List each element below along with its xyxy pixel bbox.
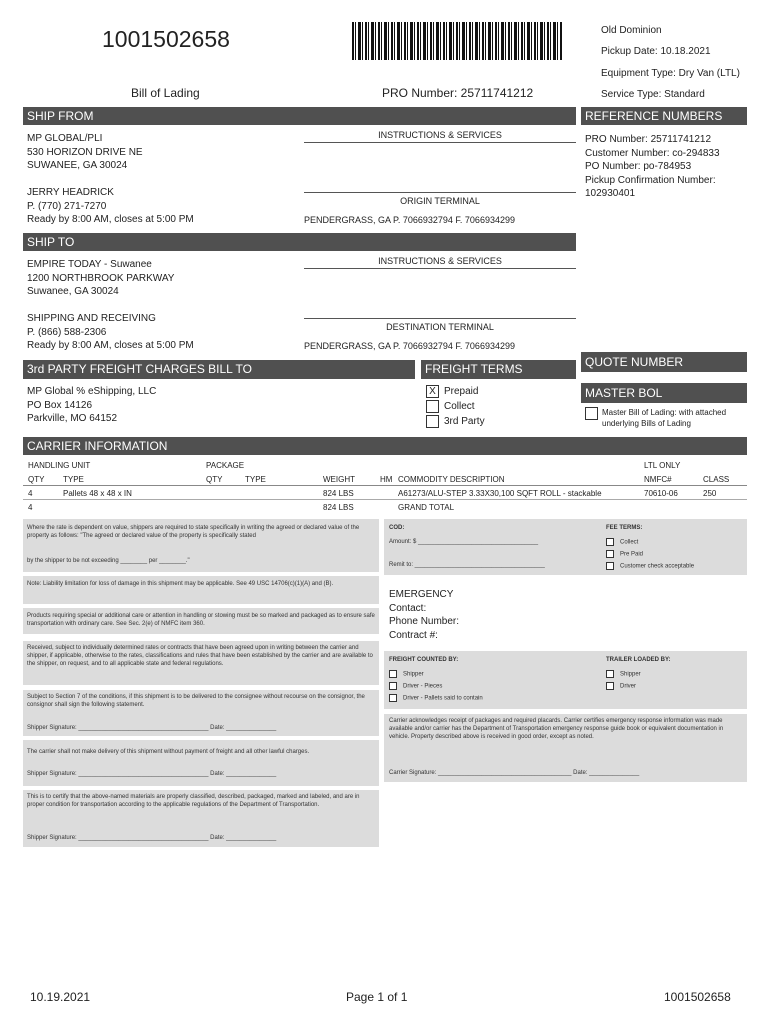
emergency-line: Contract #:	[389, 629, 438, 641]
emergency-line: Phone Number:	[389, 616, 460, 627]
pickup-date: Pickup Date: 10.18.2021	[601, 46, 711, 57]
reference-line: PO Number: po-784953	[585, 161, 692, 172]
col-description: COMMODITY DESCRIPTION	[398, 475, 505, 484]
prepaid-label: Prepaid	[444, 386, 479, 397]
address-line: PO Box 14126	[27, 399, 93, 411]
destination-terminal-value: PENDERGRASS, GA P. 7066932794 F. 7066934299	[304, 341, 515, 351]
address-line: EMPIRE TODAY - Suwanee	[27, 259, 152, 270]
ship-from-instructions-label: INSTRUCTIONS & SERVICES	[378, 130, 502, 140]
divider	[304, 268, 576, 269]
received-box	[23, 641, 379, 685]
master-bol-text: Master Bill of Lading: with attached underlying Bills of Lading	[602, 408, 727, 428]
fee-option-check[interactable]	[606, 562, 694, 571]
cod-box	[384, 519, 747, 575]
footer-page: Page 1 of 1	[346, 990, 408, 1004]
fee-option-prepaid[interactable]	[606, 550, 643, 559]
contact-line: SHIPPING AND RECEIVING	[27, 313, 156, 324]
divider	[304, 192, 576, 193]
trailer-option-driver[interactable]	[606, 682, 636, 691]
grand-total-label: GRAND TOTAL	[398, 503, 455, 512]
cod-remit[interactable]: Remit to: _______________________________________	[389, 562, 545, 568]
divider	[304, 318, 576, 319]
liability-box	[23, 576, 379, 604]
checkbox[interactable]	[606, 682, 614, 690]
fee-option-label: Customer check acceptable	[620, 563, 695, 570]
products-box	[23, 608, 379, 634]
received-text: Received, subject to individually determined rates or contracts that have been agreed upon in writing between the carrier and shipper, if applicable, otherwise to the rates, classifications and rules that have been established by the carrier and are available to the shipper, on request, and to all applicable state and federal regulations.	[27, 645, 373, 667]
contact-line: Ready by 8:00 AM, closes at 5:00 PM	[27, 340, 194, 351]
origin-terminal-value: PENDERGRASS, GA P. 7066932794 F. 7066934299	[304, 215, 515, 225]
col-weight: WEIGHT	[323, 475, 355, 484]
divider	[304, 142, 576, 143]
divider	[23, 485, 747, 486]
certify-text: This is to certify that the above-named materials are properly classified, described, packaged, marked and labeled, and are in proper condition for transportation according to the applicable regulations of the Department of Transportation.	[27, 794, 360, 808]
col-pkg-qty: QTY	[206, 475, 223, 484]
service-type: Service Type: Standard	[601, 89, 705, 100]
counted-option-label: Driver - Pallets said to contain	[403, 695, 483, 702]
col-type: TYPE	[63, 475, 84, 484]
ltl-only-header: LTL ONLY	[644, 461, 681, 470]
rate-line: by the shipper to be not exceeding ________ per ________."	[27, 558, 190, 564]
emergency-section	[389, 588, 459, 642]
no-delivery-text: The carrier shall not make delivery of this shipment without payment of freight and all other lawful charges.	[27, 749, 310, 755]
reference-line: 102930401	[585, 188, 636, 199]
reference-line: Customer Number: co-294833	[585, 147, 720, 159]
col-pkg-type: TYPE	[245, 475, 266, 484]
shipper-signature-3[interactable]: Shipper Signature: _______________________________________ Date: _______________	[27, 835, 277, 841]
carrier-ack-box	[384, 714, 747, 782]
trailer-option-shipper[interactable]	[606, 670, 641, 679]
carrier-signature[interactable]: Carrier Signature: ________________________________________ Date: _______________	[389, 770, 640, 776]
carrier-information-heading: CARRIER INFORMATION	[23, 437, 747, 455]
origin-terminal-label: ORIGIN TERMINAL	[400, 196, 480, 206]
trailer-option-label: Shipper	[620, 671, 641, 678]
prepaid-checkbox[interactable]: X	[426, 385, 439, 398]
ship-from-contact	[27, 186, 194, 227]
trailer-loaded-heading: TRAILER LOADED BY:	[606, 657, 671, 663]
address-line: MP Global % eShipping, LLC	[27, 386, 157, 397]
checkbox[interactable]	[606, 670, 614, 678]
document-title: Bill of Lading	[131, 86, 200, 100]
emergency-line: Contact:	[389, 602, 427, 614]
contact-line: P. (770) 271-7270	[27, 200, 107, 212]
counted-option-label: Driver - Pieces	[403, 683, 443, 690]
address-line: 1200 NORTHBROOK PARKWAY	[27, 272, 175, 284]
collect-label: Collect	[444, 401, 475, 412]
reference-numbers-heading: REFERENCE NUMBERS	[581, 107, 747, 125]
carrier-name: Old Dominion	[601, 25, 662, 36]
freight-counted-heading: FREIGHT COUNTED BY:	[389, 657, 459, 663]
reference-line: PRO Number: 25711741212	[585, 134, 712, 145]
address-line: SUWANEE, GA 30024	[27, 160, 128, 171]
row-nmfc: 70610-06	[644, 489, 678, 498]
shipper-signature-2[interactable]: Shipper Signature: _______________________________________ Date: _______________	[27, 771, 277, 777]
bill-to-heading: 3rd PARTY FREIGHT CHARGES BILL TO	[23, 360, 415, 379]
footer-number: 1001502658	[664, 990, 731, 1004]
address-line: Parkville, MO 64152	[27, 413, 118, 424]
reference-numbers	[585, 133, 720, 201]
freight-terms-heading: FREIGHT TERMS	[421, 360, 576, 379]
row-class: 250	[703, 489, 717, 498]
row-qty: 4	[28, 489, 33, 498]
footer-date: 10.19.2021	[30, 990, 91, 1004]
counted-option-pieces[interactable]	[389, 682, 442, 691]
row-description: A61273/ALU-STEP 3.33X30,100 SQFT ROLL - stackable	[398, 489, 602, 498]
section7-text: Subject to Section 7 of the conditions, if this shipment is to be delivered to the consignee without recourse on the consignor, the consignor shall sign the following statement.	[27, 694, 365, 708]
destination-terminal-label: DESTINATION TERMINAL	[386, 322, 494, 332]
address-line: MP GLOBAL/PLI	[27, 133, 103, 144]
fee-option-label: Collect	[620, 539, 639, 546]
col-hm: HM	[380, 475, 393, 484]
checkbox[interactable]	[389, 694, 397, 702]
ship-to-address	[27, 258, 174, 299]
trailer-option-label: Driver	[620, 683, 636, 690]
checkbox[interactable]	[606, 538, 614, 546]
ship-to-heading: SHIP TO	[23, 233, 576, 251]
checkbox[interactable]	[389, 682, 397, 690]
rate-text: Where the rate is dependent on value, shippers are required to state specifically in writing the agreed or declared value of the property as follows: "The agreed or declared value of the property is specifically stated	[27, 525, 360, 539]
checkbox[interactable]	[389, 670, 397, 678]
section7-box	[23, 690, 379, 736]
products-text: Products requiring special or additional care or attention in handling or stowing must be so marked and packaged as to ensure safe transportation with ordinary care. See Sec. 2(e) of NMFC item 360.	[27, 613, 375, 627]
col-qty: QTY	[28, 475, 45, 484]
ship-to-contact	[27, 312, 194, 353]
certify-box	[23, 790, 379, 847]
contact-line: JERRY HEADRICK	[27, 187, 114, 198]
address-line: Suwanee, GA 30024	[27, 286, 119, 297]
fee-terms-heading: FEE TERMS:	[606, 525, 643, 531]
barcode	[352, 22, 562, 60]
counted-option-shipper[interactable]	[389, 670, 424, 679]
ship-to-instructions-label: INSTRUCTIONS & SERVICES	[378, 256, 502, 266]
counted-option-pallets[interactable]	[389, 694, 483, 703]
emergency-heading: EMERGENCY	[389, 589, 454, 600]
counted-option-label: Shipper	[403, 671, 424, 678]
master-bol-heading: MASTER BOL	[581, 383, 747, 403]
no-delivery-box	[23, 740, 379, 786]
third-party-checkbox[interactable]	[426, 415, 439, 428]
ship-from-heading: SHIP FROM	[23, 107, 576, 125]
address-line: 530 HORIZON DRIVE NE	[27, 146, 143, 158]
liability-text: Note: Liability limitation for loss of damage in this shipment may be applicable. See 49 USC 14706(c)(1)(A) and (B).	[27, 581, 334, 587]
checkbox[interactable]	[606, 562, 614, 570]
fee-option-label: Pre Paid	[620, 551, 644, 558]
total-qty: 4	[28, 503, 33, 512]
bol-number: 1001502658	[102, 26, 230, 52]
shipper-signature-1[interactable]: Shipper Signature: _______________________________________ Date: _______________	[27, 725, 277, 731]
col-class: CLASS	[703, 475, 730, 484]
equipment-type: Equipment Type: Dry Van (LTL)	[601, 68, 740, 79]
cod-amount[interactable]: Amount: $ ____________________________________	[389, 539, 539, 545]
fee-option-collect[interactable]	[606, 538, 638, 547]
col-nmfc: NMFC#	[644, 475, 672, 484]
third-party-label: 3rd Party	[444, 416, 485, 427]
pro-number-header: PRO Number: 25711741212	[382, 86, 534, 100]
freight-counted-box	[384, 651, 747, 709]
reference-line: Pickup Confirmation Number:	[585, 174, 716, 186]
ship-from-address	[27, 132, 143, 173]
row-weight: 824 LBS	[323, 489, 354, 498]
total-weight: 824 LBS	[323, 503, 354, 512]
divider	[23, 499, 747, 500]
cod-heading: COD:	[389, 525, 405, 531]
row-type: Pallets 48 x 48 x IN	[63, 489, 132, 498]
quote-number-heading: QUOTE NUMBER	[581, 352, 747, 372]
contact-line: Ready by 8:00 AM, closes at 5:00 PM	[27, 214, 194, 225]
carrier-ack-text: Carrier acknowledges receipt of packages and required placards. Carrier certifies emergency response information was made available and/or carrier has the Department of Transportation emergency response guide book or equivalent documentation in vehicle. Property described above is received in good order, except as noted.	[389, 718, 724, 740]
package-header: PACKAGE	[206, 461, 245, 470]
checkbox[interactable]	[606, 550, 614, 558]
bill-to-address	[27, 385, 156, 426]
collect-checkbox[interactable]	[426, 400, 439, 413]
handling-unit-header: HANDLING UNIT	[28, 461, 91, 470]
rate-notice-box	[23, 519, 379, 572]
contact-line: P. (866) 588-2306	[27, 326, 107, 338]
master-bol-checkbox[interactable]	[585, 407, 598, 420]
